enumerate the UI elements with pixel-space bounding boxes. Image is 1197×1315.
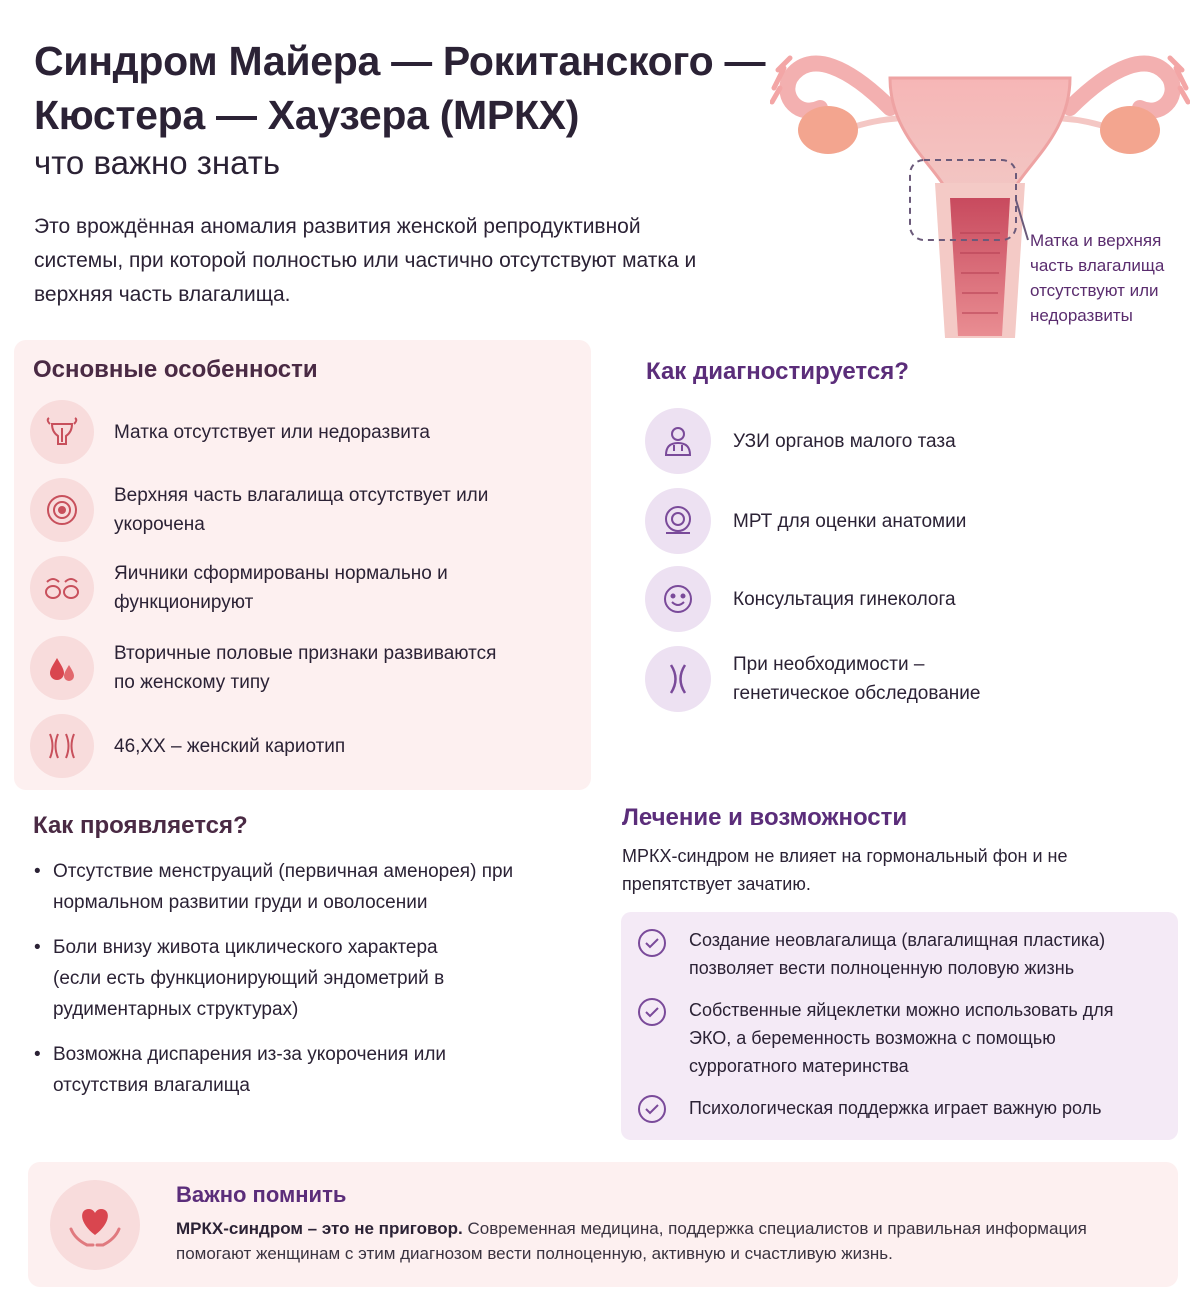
feature-item xyxy=(30,636,514,700)
diagnosis-item xyxy=(645,646,1033,712)
diagnosis-item xyxy=(645,408,956,474)
smile-icon xyxy=(645,566,711,632)
title-line-1: Синдром Майера — Рокитанского — xyxy=(34,38,766,84)
drops-icon xyxy=(30,636,94,700)
feature-item xyxy=(30,556,514,620)
symptoms-title: Как проявляется? xyxy=(33,812,248,839)
page-subtitle: что важно знать xyxy=(34,144,281,181)
symptom-item: • Боли внизу живота циклического характера (если есть функционирующий эндометрий в рудиментарных структурах) xyxy=(34,932,484,1025)
doctor-icon xyxy=(645,408,711,474)
feature-text: Верхняя часть влагалища отсутствует или укорочена xyxy=(114,485,489,535)
chromosome-icon xyxy=(30,714,94,778)
treatment-item: Создание неовлагалища (влагалищная пластика) позволяет вести полноценную половую жизнь xyxy=(689,930,1106,978)
important-bold: МРКХ-синдром – это не приговор. xyxy=(176,1219,463,1238)
feature-text: Вторичные половые признаки развиваются по женскому типу xyxy=(114,643,497,693)
important-body: Современная медицина, поддержка специалистов и правильная информация помогают женщинам с этим диагнозом вести полноценную, активную и счастливую жизнь. xyxy=(176,1219,1087,1263)
treatment-title: Лечение и возможности xyxy=(622,804,908,831)
symptom-item: • Отсутствие менструаций (первичная аменорея) при нормальном развитии груди и оволосении xyxy=(34,856,524,918)
diagnosis-title: Как диагностируется? xyxy=(646,358,909,385)
chromosome-icon xyxy=(645,646,711,712)
title-line-2: Кюстера — Хаузера (МРКХ) xyxy=(34,92,580,138)
target-icon xyxy=(30,478,94,542)
treatment-card xyxy=(621,912,1178,1140)
uterus-icon xyxy=(30,400,94,464)
page-title xyxy=(34,34,765,142)
anatomy-callout: Матка и верхняя часть влагалища отсутствуют или недоразвиты xyxy=(1030,231,1165,325)
important-title: Важно помнить xyxy=(176,1182,347,1207)
symptom-item: • Возможна диспарения из-за укорочения или отсутствия влагалища xyxy=(34,1039,454,1101)
ovaries-icon xyxy=(30,556,94,620)
check-circle-icon xyxy=(637,997,667,1027)
features-title: Основные особенности xyxy=(33,356,318,383)
diagnosis-text: МРТ для оценки анатомии xyxy=(733,510,967,532)
treatment-item: Психологическая поддержка играет важную роль xyxy=(689,1098,1102,1118)
feature-text: Яичники сформированы нормально и функционируют xyxy=(114,563,448,613)
important-text xyxy=(176,1216,1156,1266)
diagnosis-text: При необходимости – генетическое обследование xyxy=(733,654,981,704)
treatment-item: Собственные яйцеклетки можно использовать для ЭКО, а беременность возможна с помощью суррогатного материнства xyxy=(689,1000,1114,1076)
feature-item xyxy=(30,478,514,542)
mri-icon xyxy=(645,488,711,554)
feature-text: Матка отсутствует или недоразвита xyxy=(114,421,430,443)
diagnosis-item xyxy=(645,488,966,554)
check-circle-icon xyxy=(637,1094,667,1124)
feature-text: 46,XX – женский кариотип xyxy=(114,735,346,757)
diagnosis-text: УЗИ органов малого таза xyxy=(733,430,956,452)
important-card xyxy=(28,1162,1178,1287)
diagnosis-item xyxy=(645,566,956,632)
treatment-intro: МРКХ-синдром не влияет на гормональный фон и не препятствует зачатию. xyxy=(622,846,1068,894)
diagnosis-text: Консультация гинеколога xyxy=(733,588,956,610)
heart-hands-icon xyxy=(50,1180,140,1270)
symptoms-list xyxy=(34,856,594,1115)
check-circle-icon xyxy=(637,928,667,958)
intro-paragraph: Это врождённая аномалия развития женской репродуктивной системы, при которой полностью или частично отсутствуют матка и верхняя часть влагалища. xyxy=(34,215,697,306)
feature-item xyxy=(30,400,430,464)
feature-item xyxy=(30,714,345,778)
